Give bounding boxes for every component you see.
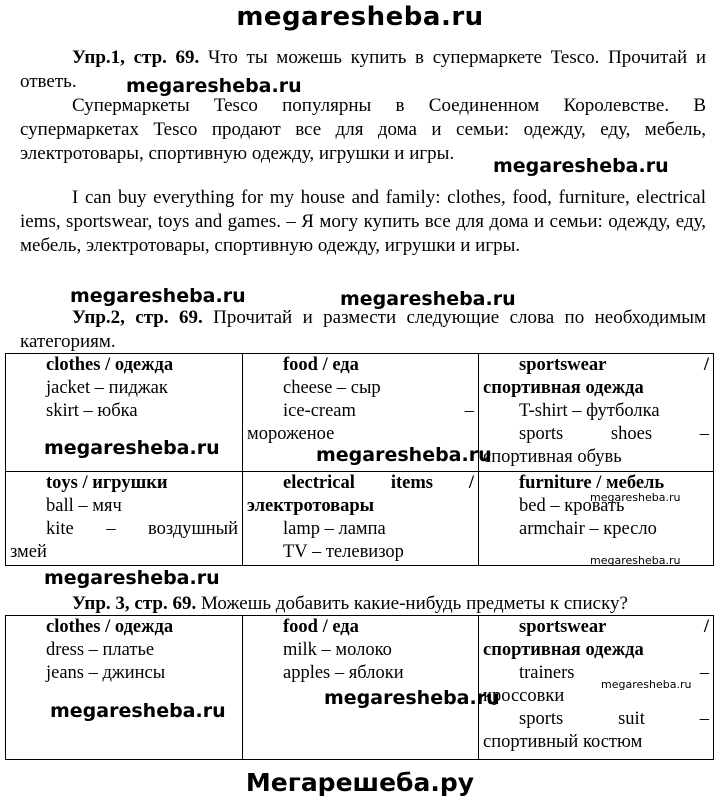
ex2-question	[20, 306, 706, 354]
ex2-food-item2-dash: –	[464, 401, 474, 421]
ex2-sportswear-item: T-shirt – футболка	[519, 401, 660, 421]
ex2-furniture-item: bed – кровать	[519, 496, 625, 516]
watermark: megaresheba.ru	[70, 285, 246, 307]
ex2-clothes-item: jacket – пиджак	[46, 378, 168, 398]
watermark: megaresheba.ru	[50, 700, 226, 722]
ex2-cell-furniture	[479, 472, 714, 566]
ex2-label: Упр.2, стр. 69.	[72, 307, 203, 328]
ex2-electrical-title-w2: items	[390, 473, 433, 493]
site-header: megaresheba.ru	[236, 2, 484, 32]
ex1-answer: I can buy everything for my house and family: clothes, food, furniture, electrical iems, sportswear, toys and games. – Я могу купить все для дома и семьи: одежду, еду, мебель, электротовары, спортивную одежду, игрушки и игры.	[20, 187, 706, 256]
ex2-electrical-item: lamp – лампа	[283, 519, 386, 539]
ex2-cell-toys	[6, 472, 243, 566]
watermark: megaresheba.ru	[44, 437, 220, 459]
ex2-row-2	[6, 472, 714, 566]
ex2-food-item	[247, 400, 474, 423]
watermark: megaresheba.ru	[316, 444, 492, 466]
ex3-food-item: milk – молоко	[283, 640, 392, 660]
watermark: megaresheba.ru	[601, 678, 692, 691]
ex3-clothes-title: clothes / одежда	[46, 617, 174, 637]
ex1-question-text: Что ты можешь купить в супермаркете Tesco. Прочитай и ответь.	[20, 47, 706, 92]
ex2-toys-item2-cont: змей	[10, 542, 47, 562]
ex2-electrical-title-ru: электротовары	[247, 496, 375, 516]
ex3-label: Упр. 3, стр. 69.	[72, 593, 197, 614]
ex3-sportswear-item2-w1: sports	[519, 709, 564, 729]
ex2-food-item2-word: ice-cream	[283, 401, 356, 421]
ex2-sportswear-item2-dash: –	[699, 424, 709, 444]
ex3-question	[20, 592, 706, 616]
ex2-furniture-title: furniture / мебель	[519, 473, 665, 493]
ex2-toys-item: ball – мяч	[46, 496, 122, 516]
ex2-food-item: cheese – сыр	[283, 378, 381, 398]
ex2-sportswear-item2-w1: sports	[519, 424, 564, 444]
ex3-sportswear-item1-word: trainers	[519, 663, 575, 683]
ex2-electrical-item: TV – телевизор	[283, 542, 404, 562]
ex3-food-title: food / еда	[283, 617, 359, 637]
ex2-electrical-title-slash: /	[468, 473, 474, 493]
ex3-sportswear-item2-cont: спортивный костюм	[483, 732, 643, 752]
ex2-sportswear-title-en: sportswear	[519, 355, 607, 375]
ex3-cell-clothes	[6, 616, 243, 760]
ex2-cell-electrical	[243, 472, 479, 566]
watermark: megaresheba.ru	[590, 554, 681, 567]
ex3-sportswear-item	[483, 708, 709, 731]
watermark: megaresheba.ru	[340, 288, 516, 310]
ex3-sportswear-item1-cont: кроссовки	[483, 686, 565, 706]
ex2-food-item2-cont: мороженое	[247, 424, 335, 444]
ex2-electrical-title	[247, 472, 474, 495]
ex1-label: Упр.1, стр. 69.	[72, 47, 200, 68]
ex1-translation: Супермаркеты Tesco популярны в Соединенном Королевстве. В супермаркетах Tesco продают все для дома и семьи: одежду, еду, мебель, электротовары, спортивную одежду, игрушки и игры.	[20, 95, 706, 164]
watermark: megaresheba.ru	[126, 75, 302, 97]
ex2-sportswear-title-slash: /	[703, 355, 709, 375]
ex2-toys-item2-w1: kite	[46, 519, 74, 539]
ex3-sportswear-item2-w2: suit	[618, 709, 645, 729]
ex3-food-item: apples – яблоки	[283, 663, 404, 683]
ex2-sportswear-item	[483, 423, 709, 446]
ex2-sportswear-title	[483, 354, 709, 377]
ex2-food-title: food / еда	[283, 355, 359, 375]
ex2-sportswear-title-ru: спортивная одежда	[483, 378, 644, 398]
ex3-sportswear-title	[483, 616, 709, 639]
ex3-clothes-item: dress – платье	[46, 640, 155, 660]
ex2-sportswear-item2-w2: shoes	[610, 424, 653, 444]
watermark: megaresheba.ru	[44, 567, 220, 589]
ex3-sportswear-title-en: sportswear	[519, 617, 607, 637]
ex2-toys-item	[10, 518, 238, 541]
ex1-question	[20, 46, 706, 94]
ex3-sportswear-item2-dash: –	[699, 709, 709, 729]
site-footer: Мегарешеба.ру	[245, 768, 475, 797]
ex2-furniture-item: armchair – кресло	[519, 519, 657, 539]
ex2-toys-item2-dash: –	[106, 519, 116, 539]
ex3-sportswear-title-ru: спортивная одежда	[483, 640, 644, 660]
watermark: megaresheba.ru	[324, 687, 500, 709]
ex2-toys-title: toys / игрушки	[46, 473, 168, 493]
ex2-sportswear-item2-cont: спортивная обувь	[483, 447, 622, 467]
ex3-question-text: Можешь добавить какие-нибудь предметы к списку?	[200, 593, 628, 614]
ex3-sportswear-title-slash: /	[703, 617, 709, 637]
ex2-question-text: Прочитай и размести следующие слова по необходимым категориям.	[20, 307, 707, 352]
ex2-cell-sportswear	[479, 354, 714, 472]
ex2-electrical-title-w1: electrical	[283, 473, 355, 493]
ex2-clothes-title: clothes / одежда	[46, 355, 174, 375]
watermark: megaresheba.ru	[590, 491, 681, 504]
ex2-toys-item2-w2: воздушный	[148, 519, 238, 539]
ex3-sportswear-item1-dash: –	[699, 663, 709, 683]
watermark: megaresheba.ru	[493, 155, 669, 177]
ex2-clothes-item: skirt – юбка	[46, 401, 138, 421]
ex3-clothes-item: jeans – джинсы	[46, 663, 166, 683]
